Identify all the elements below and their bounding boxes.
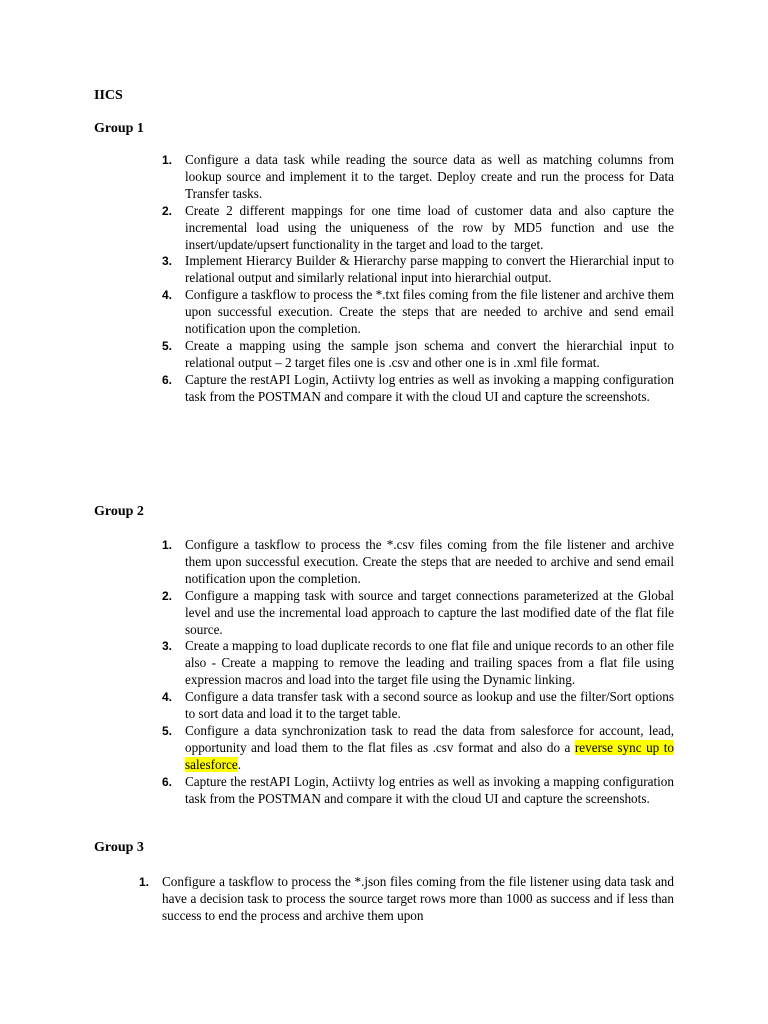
list-item-number: 3.: [162, 639, 173, 654]
list-item-number: 2.: [162, 203, 173, 218]
list-item: [162, 253, 674, 287]
list-item-text: Create a mapping using the sample json schema and convert the hierarchial input to relational output – 2 target files one is .csv and other one is in .xml file format.: [185, 337, 674, 370]
list-item-number: 5.: [162, 723, 173, 738]
list-item: [162, 689, 674, 723]
list-item-text: Capture the restAPI Login, Actiivty log entries as well as invoking a mapping configuration task from the POSTMAN and compare it with the cloud UI and capture the screenshots.: [185, 371, 674, 404]
list-item: [162, 152, 674, 203]
document-title: IICS: [94, 88, 123, 103]
list-item-text: Implement Hierarcy Builder & Hierarchy parse mapping to convert the Hierarchial input to relational output and similarly relational input into hierarchial output.: [185, 253, 674, 286]
highlighted-text: reverse sync up to salesforce: [185, 739, 675, 772]
list-item-number: 2.: [162, 588, 173, 603]
list-item: [162, 537, 674, 588]
list-item-number: 3.: [162, 254, 173, 269]
list-item-number: 6.: [162, 372, 173, 387]
list-item-text: Configure a taskflow to process the *.txt files coming from the file listener and archive them upon successful execution. Create the steps that are needed to archive and send email notification upon the completion.: [185, 287, 674, 337]
list-item-number: 4.: [162, 288, 173, 303]
list-item: [162, 371, 674, 406]
group-3-heading: Group 3: [94, 840, 144, 855]
list-item-text-after: .: [237, 756, 242, 772]
list-item-text: Configure a taskflow to process the *.csv files coming from the file listener and archive them upon successful execution. Create the steps that are needed to archive and send email notification upon the completion.: [185, 537, 674, 586]
list-item: [139, 874, 674, 925]
list-item: [162, 773, 674, 808]
list-item-number: 1.: [139, 875, 150, 889]
list-item-number: 6.: [162, 774, 173, 789]
group-3-task-list: [139, 874, 674, 925]
group-2-task-list: [162, 537, 675, 808]
list-item-number: 1.: [162, 153, 173, 167]
list-item-text: Configure a data transfer task with a second source as lookup and use the filter/Sort options to sort data and load it to the target table.: [185, 689, 674, 722]
list-item-text: Configure a mapping task with source and target connections parameterized at the Global level and use the incremental load approach to capture the last modified date of the flat file source.: [185, 587, 674, 637]
list-item: [162, 587, 674, 639]
list-item: [162, 722, 675, 774]
list-item-text: Create 2 different mappings for one time load of customer data and also capture the incremental load using the uniqueness of the row by MD5 function and use the insert/update/upsert functionality in the target and load to the target.: [185, 202, 674, 252]
list-item-text: Capture the restAPI Login, Actiivty log entries as well as invoking a mapping configuration task from the POSTMAN and compare it with the cloud UI and capture the screenshots.: [185, 773, 674, 806]
list-item-number: 1.: [162, 538, 173, 552]
list-item: [162, 202, 674, 254]
list-item: [162, 638, 674, 689]
group-2-heading: Group 2: [94, 504, 144, 519]
list-item-text: Configure a data synchronization task to read the data from salesforce for account, lead, opportunity and load them to the flat files as .csv format and also do a: [185, 722, 674, 755]
list-item: [162, 337, 674, 372]
list-item: [162, 287, 674, 338]
list-item-number: 5.: [162, 338, 173, 353]
list-item-text: Configure a taskflow to process the *.json files coming from the file listener using data task and have a decision task to process the source target rows more than 1000 as success and if less than success to end the process and archive them upon: [162, 874, 674, 923]
group-1-task-list: [162, 152, 674, 406]
list-item-number: 4.: [162, 690, 173, 705]
list-item-text: Configure a data task while reading the source data as well as matching columns from lookup source and implement it to the target. Deploy create and run the process for Data Transfer tasks.: [185, 152, 674, 201]
list-item-text: Create a mapping to load duplicate records to one flat file and unique records to an other file also - Create a mapping to remove the leading and trailing spaces from a flat file using expression macros and load into the target file using the Dynamic linking.: [185, 638, 674, 688]
group-1-heading: Group 1: [94, 121, 144, 136]
